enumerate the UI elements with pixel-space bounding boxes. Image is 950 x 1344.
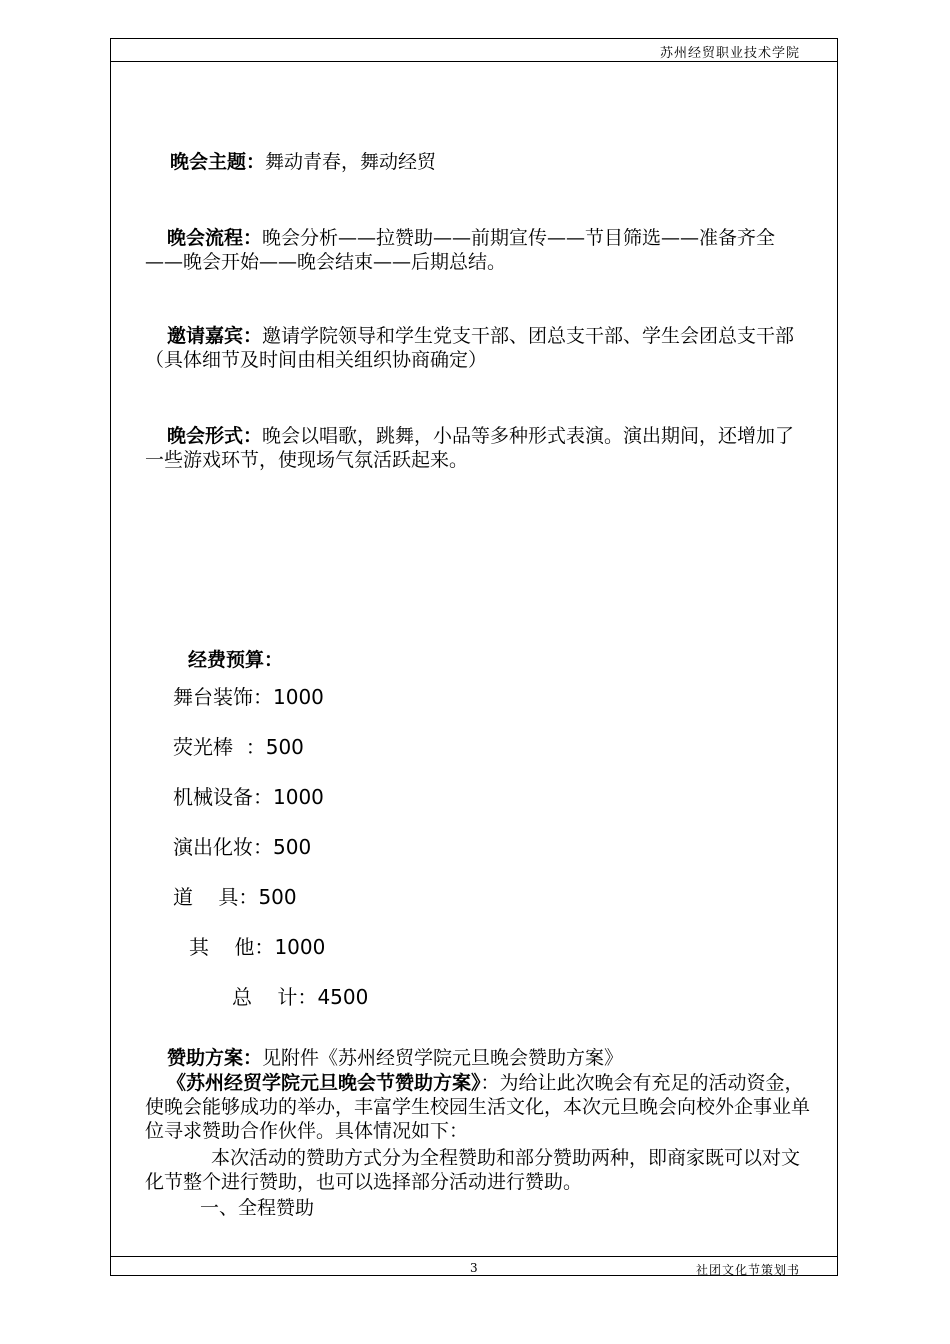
budget-total: [232, 985, 368, 1009]
budget-item: [173, 785, 324, 809]
footer-doc-title: 社团文化节策划书: [695, 1263, 800, 1277]
budget-title: 经费预算：: [188, 649, 284, 671]
header-school: 苏州经贸职业技术学院: [659, 46, 800, 61]
budget-item: [173, 835, 311, 859]
budget-label: 总 计：: [232, 985, 318, 1009]
header-rule: [111, 61, 837, 62]
budget-label: 演出化妆：: [173, 835, 273, 859]
section-heading: 一、全程赞助: [200, 1197, 315, 1219]
budget-value: 1000: [273, 785, 324, 809]
budget-item: [189, 935, 325, 959]
sponsor-plan-intro: ：为给让此次晚会有充足的活动资金，使晚会能够成功的举办，丰富学生校园生活文化，本次元旦晚会向校外企事业单位寻求赞助合作伙伴。具体情况如下：: [145, 1072, 811, 1142]
budget-value: 500: [258, 885, 297, 909]
theme-paragraph: [170, 150, 838, 174]
budget-label: 其 他：: [189, 935, 275, 959]
sponsor-paragraph: [145, 1046, 813, 1070]
theme-label: 晚会主题：: [170, 151, 266, 173]
process-text: 晚会分析——拉赞助——前期宣传——节目筛选——准备齐全——晚会开始——晚会结束——后期总结。: [145, 227, 776, 273]
guests-text: 邀请学院领导和学生党支干部、团总支干部、学生会团总支干部（具体细节及时间由相关组织协商确定）: [145, 325, 795, 371]
budget-value: 500: [273, 835, 312, 859]
theme-text: 舞动青春，舞动经贸: [265, 151, 437, 173]
budget-value: 500: [265, 735, 304, 759]
budget-label: 舞台装饰：: [173, 685, 273, 709]
budget-label: 机械设备：: [173, 785, 273, 809]
budget-value: 4500: [317, 985, 369, 1009]
budget-item: [173, 685, 324, 709]
guests-label: 邀请嘉宾：: [167, 325, 263, 347]
budget-label: 道 具：: [173, 885, 259, 909]
budget-item: [173, 735, 304, 759]
form-label: 晚会形式：: [167, 425, 263, 447]
sponsor-method-text: 本次活动的赞助方式分为全程赞助和部分赞助两种，即商家既可以对文化节整个进行赞助，也可以选择部分活动进行赞助。: [145, 1147, 801, 1193]
guests-paragraph: [145, 324, 813, 372]
sponsor-text: 见附件《苏州经贸学院元旦晚会赞助方案》: [262, 1047, 624, 1069]
budget-label: 荧光棒 ：: [173, 735, 266, 759]
process-label: 晚会流程：: [167, 227, 263, 249]
form-text: 晚会以唱歌，跳舞，小品等多种形式表演。演出期间，还增加了一些游戏环节，使现场气氛活跃起来。: [145, 425, 795, 471]
page-number: 3: [470, 1261, 478, 1275]
sponsor-label: 赞助方案：: [167, 1047, 263, 1069]
sponsor-method-paragraph: [145, 1146, 813, 1194]
budget-item: [173, 885, 297, 909]
process-paragraph: [145, 226, 813, 274]
budget-value: 1000: [274, 935, 326, 959]
form-paragraph: [145, 424, 813, 472]
sponsor-plan-paragraph: [145, 1071, 813, 1143]
sponsor-plan-title: 《苏州经贸学院元旦晚会节赞助方案》: [167, 1072, 481, 1094]
budget-value: 1000: [273, 685, 324, 709]
footer-rule: [111, 1256, 837, 1257]
